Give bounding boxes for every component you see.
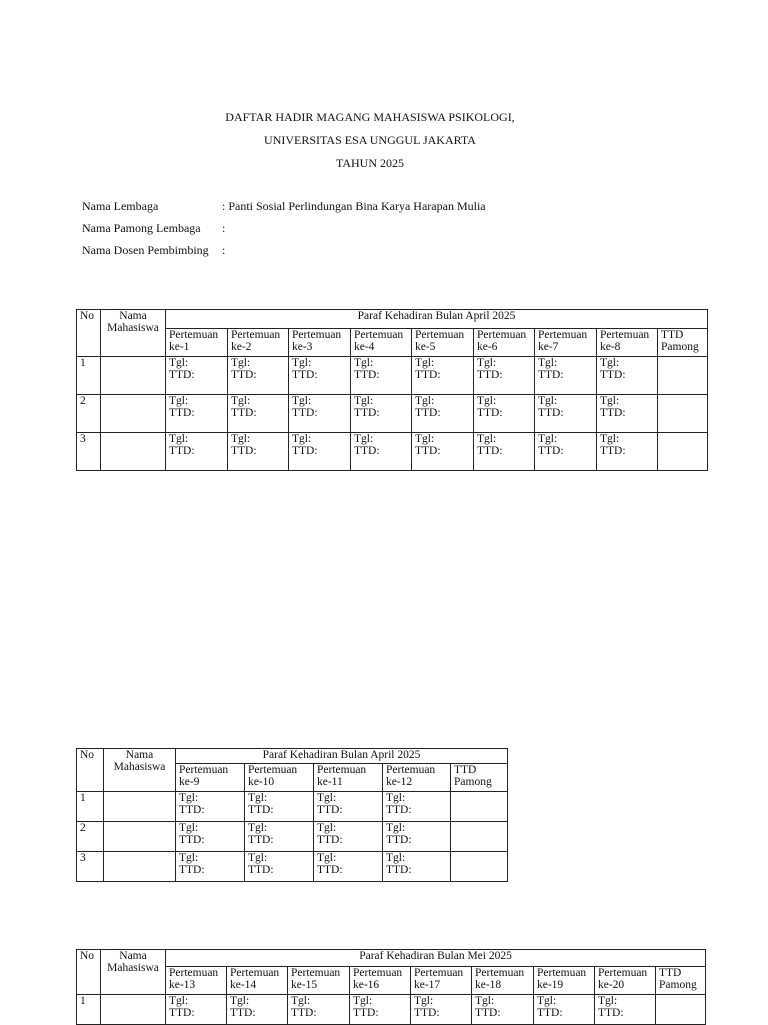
attendance-cell[interactable]: Tgl: TTD:	[245, 822, 314, 852]
info-value: : Panti Sosial Perlindungan Bina Karya Harapan Mulia	[222, 199, 486, 213]
pamong-signature-cell[interactable]	[451, 822, 508, 852]
row-number: 1	[77, 792, 104, 822]
header-nama: Nama Mahasiswa	[101, 950, 166, 995]
attendance-cell[interactable]: Tgl: TTD:	[227, 995, 288, 1025]
attendance-table-april-2	[76, 748, 508, 882]
attendance-cell[interactable]: Tgl: TTD:	[314, 792, 383, 822]
attendance-cell[interactable]: Tgl: TTD:	[166, 995, 227, 1025]
attendance-cell[interactable]: Tgl: TTD:	[535, 357, 597, 395]
row-number: 3	[77, 433, 101, 471]
header-pertemuan: Pertemuan ke-17	[411, 967, 472, 995]
document-title	[0, 108, 740, 177]
attendance-cell[interactable]: Tgl: TTD:	[289, 433, 351, 471]
header-no: No	[77, 749, 104, 792]
attendance-cell[interactable]: Tgl: TTD:	[289, 357, 351, 395]
header-nama: Nama Mahasiswa	[101, 310, 166, 357]
attendance-cell[interactable]: Tgl: TTD:	[314, 852, 383, 882]
attendance-cell[interactable]: Tgl: TTD:	[597, 395, 658, 433]
title-line-2: UNIVERSITAS ESA UNGGUL JAKARTA	[264, 133, 476, 147]
row-number: 2	[77, 822, 104, 852]
header-group: Paraf Kehadiran Bulan April 2025	[166, 310, 708, 329]
header-pertemuan: Pertemuan ke-2	[228, 329, 289, 357]
attendance-cell[interactable]: Tgl: TTD:	[412, 433, 474, 471]
attendance-cell[interactable]: Tgl: TTD:	[245, 792, 314, 822]
attendance-table-mei	[76, 949, 706, 1025]
attendance-cell[interactable]: Tgl: TTD:	[474, 433, 535, 471]
table-row	[77, 433, 708, 471]
attendance-cell[interactable]: Tgl: TTD:	[383, 852, 451, 882]
attendance-cell[interactable]: Tgl: TTD:	[288, 995, 350, 1025]
header-group: Paraf Kehadiran Bulan April 2025	[176, 749, 508, 764]
info-value: :	[222, 243, 226, 257]
attendance-cell[interactable]: Tgl: TTD:	[472, 995, 534, 1025]
header-pertemuan: Pertemuan ke-19	[534, 967, 595, 995]
attendance-cell[interactable]: Tgl: TTD:	[176, 852, 245, 882]
table-row	[77, 852, 508, 882]
header-pertemuan: Pertemuan ke-12	[383, 764, 451, 792]
attendance-cell[interactable]: Tgl: TTD:	[166, 395, 228, 433]
row-number: 1	[77, 357, 101, 395]
attendance-cell[interactable]: Tgl: TTD:	[474, 395, 535, 433]
attendance-cell[interactable]: Tgl: TTD:	[597, 357, 658, 395]
header-group: Paraf Kehadiran Bulan Mei 2025	[166, 950, 706, 967]
attendance-cell[interactable]: Tgl: TTD:	[412, 395, 474, 433]
header-pertemuan: Pertemuan ke-10	[245, 764, 314, 792]
table-row	[77, 357, 708, 395]
header-pertemuan: Pertemuan ke-9	[176, 764, 245, 792]
header-pertemuan: Pertemuan ke-20	[595, 967, 656, 995]
attendance-cell[interactable]: Tgl: TTD:	[411, 995, 472, 1025]
attendance-cell[interactable]: Tgl: TTD:	[166, 357, 228, 395]
attendance-cell[interactable]: Tgl: TTD:	[350, 995, 411, 1025]
attendance-cell[interactable]: Tgl: TTD:	[176, 822, 245, 852]
student-name-cell[interactable]	[104, 822, 176, 852]
student-name-cell[interactable]	[101, 995, 166, 1025]
header-nama: Nama Mahasiswa	[104, 749, 176, 792]
header-pertemuan: Pertemuan ke-1	[166, 329, 228, 357]
table-row	[77, 822, 508, 852]
attendance-cell[interactable]: Tgl: TTD:	[534, 995, 595, 1025]
attendance-cell[interactable]: Tgl: TTD:	[383, 822, 451, 852]
info-value: :	[222, 221, 226, 235]
header-pertemuan: Pertemuan ke-4	[351, 329, 412, 357]
header-ttd-pamong: TTD Pamong	[658, 329, 708, 357]
header-pertemuan: Pertemuan ke-13	[166, 967, 227, 995]
info-label: Nama Lembaga	[82, 199, 159, 213]
pamong-signature-cell[interactable]	[656, 995, 706, 1025]
header-pertemuan: Pertemuan ke-7	[535, 329, 597, 357]
header-pertemuan: Pertemuan ke-3	[289, 329, 351, 357]
header-pertemuan: Pertemuan ke-15	[288, 967, 350, 995]
attendance-cell[interactable]: Tgl: TTD:	[597, 433, 658, 471]
attendance-cell[interactable]: Tgl: TTD:	[535, 395, 597, 433]
student-name-cell[interactable]	[101, 357, 166, 395]
pamong-signature-cell[interactable]	[658, 357, 708, 395]
attendance-cell[interactable]: Tgl: TTD:	[383, 792, 451, 822]
attendance-cell[interactable]: Tgl: TTD:	[289, 395, 351, 433]
row-number: 3	[77, 852, 104, 882]
attendance-cell[interactable]: Tgl: TTD:	[314, 822, 383, 852]
header-ttd-pamong: TTD Pamong	[451, 764, 508, 792]
table-row	[77, 792, 508, 822]
header-pertemuan: Pertemuan ke-6	[474, 329, 535, 357]
header-no: No	[77, 310, 101, 357]
title-line-3: TAHUN 2025	[335, 156, 405, 170]
table-row	[77, 395, 708, 433]
title-line-1: DAFTAR HADIR MAGANG MAHASISWA PSIKOLOGI,	[225, 110, 515, 124]
pamong-signature-cell[interactable]	[451, 852, 508, 882]
attendance-cell[interactable]: Tgl: TTD:	[166, 433, 228, 471]
header-pertemuan: Pertemuan ke-18	[472, 967, 534, 995]
attendance-cell[interactable]: Tgl: TTD:	[176, 792, 245, 822]
row-number: 1	[77, 995, 101, 1025]
row-number: 2	[77, 395, 101, 433]
student-name-cell[interactable]	[104, 792, 176, 822]
student-name-cell[interactable]	[104, 852, 176, 882]
attendance-cell[interactable]: Tgl: TTD:	[351, 357, 412, 395]
attendance-table-april-1	[76, 309, 708, 471]
header-pertemuan: Pertemuan ke-16	[350, 967, 411, 995]
attendance-cell[interactable]: Tgl: TTD:	[228, 433, 289, 471]
pamong-signature-cell[interactable]	[658, 433, 708, 471]
table-row	[77, 995, 706, 1025]
attendance-cell[interactable]: Tgl: TTD:	[228, 357, 289, 395]
attendance-cell[interactable]: Tgl: TTD:	[245, 852, 314, 882]
header-no: No	[77, 950, 101, 995]
attendance-cell[interactable]: Tgl: TTD:	[351, 433, 412, 471]
header-pertemuan: Pertemuan ke-11	[314, 764, 383, 792]
header-pertemuan: Pertemuan ke-5	[412, 329, 474, 357]
attendance-cell[interactable]: Tgl: TTD:	[535, 433, 597, 471]
pamong-signature-cell[interactable]	[658, 395, 708, 433]
info-label: Nama Dosen Pembimbing	[82, 243, 209, 257]
header-pertemuan: Pertemuan ke-8	[597, 329, 658, 357]
pamong-signature-cell[interactable]	[451, 792, 508, 822]
student-name-cell[interactable]	[101, 433, 166, 471]
info-label: Nama Pamong Lembaga	[82, 221, 201, 235]
attendance-cell[interactable]: Tgl: TTD:	[412, 357, 474, 395]
attendance-cell[interactable]: Tgl: TTD:	[474, 357, 535, 395]
header-ttd-pamong: TTD Pamong	[656, 967, 706, 995]
attendance-cell[interactable]: Tgl: TTD:	[351, 395, 412, 433]
student-name-cell[interactable]	[101, 395, 166, 433]
attendance-cell[interactable]: Tgl: TTD:	[228, 395, 289, 433]
attendance-cell[interactable]: Tgl: TTD:	[595, 995, 656, 1025]
header-pertemuan: Pertemuan ke-14	[227, 967, 288, 995]
